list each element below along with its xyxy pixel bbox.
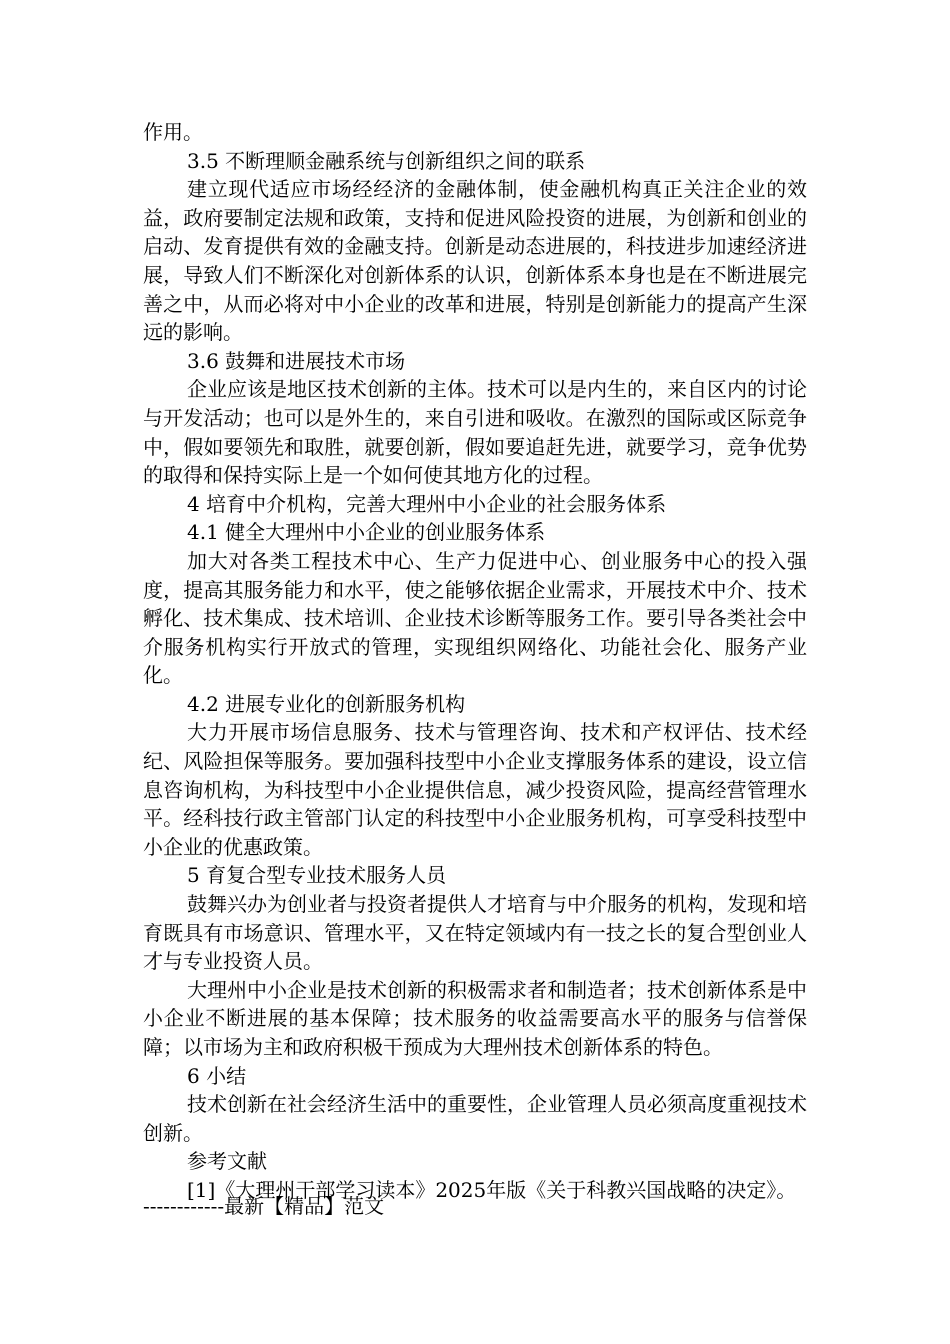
page-footer: ------------最新【精品】范文 <box>143 1194 385 1218</box>
paragraph: 大理州中小企业是技术创新的积极需求者和制造者；技术创新体系是中小企业不断进展的基本保障；技术服务的收益需要高水平的服务与信誉保障；以市场为主和政府积极干预成为大理州技术创新体系的特色。 <box>143 977 807 1059</box>
paragraph: 技术创新在社会经济生活中的重要性，企业管理人员必须高度重视技术创新。 <box>143 1092 807 1145</box>
paragraph: 大力开展市场信息服务、技术与管理咨询、技术和产权评估、技术经纪、风险担保等服务。要加强科技型中小企业支撑服务体系的建设，设立信息咨询机构，为科技型中小企业提供信息，减少投资风险，提高经营管理水平。经科技行政主管部门认定的科技型中小企业服务机构，可享受科技型中小企业的优惠政策。 <box>143 720 807 859</box>
section-heading: 4.1 健全大理州中小企业的创业服务体系 <box>187 520 546 545</box>
paragraph: 企业应该是地区技术创新的主体。技术可以是内生的，来自区内的讨论与开发活动；也可以是外生的，来自引进和吸收。在激烈的国际或区际竞争中，假如要领先和取胜，就要创新，假如要追赶先进，就要学习，竞争优势的取得和保持实际上是一个如何使其地方化的过程。 <box>143 377 807 488</box>
section-heading: 4.2 进展专业化的创新服务机构 <box>187 691 466 716</box>
reference-item: [1]《大理州干部学习读本》2025年版《关于科教兴国战略的决定》。 <box>187 1177 797 1202</box>
paragraph: 作用。 <box>143 120 203 144</box>
paragraph: 建立现代适应市场经经济的金融体制，使金融机构真正关注企业的效益，政府要制定法规和政策，支持和促进风险投资的进展，为创新和创业的启动、发育提供有效的金融支持。创新是动态进展的，科技进步加速经济进展，导致人们不断深化对创新体系的认识，创新体系本身也是在不断进展完善之中，从而必将对中小企业的改革和进展，特别是创新能力的提高产生深远的影响。 <box>143 177 807 345</box>
section-heading: 6 小结 <box>187 1063 247 1088</box>
section-heading: 5 育复合型专业技术服务人员 <box>187 863 447 888</box>
document-body <box>143 118 807 1205</box>
section-heading: 3.5 不断理顺金融系统与创新组织之间的联系 <box>187 148 586 173</box>
paragraph: 加大对各类工程技术中心、生产力促进中心、创业服务中心的投入强度，提高其服务能力和水平，使之能够依据企业需求，开展技术中介、技术孵化、技术集成、技术培训、企业技术诊断等服务工作。要引导各类社会中介服务机构实行开放式的管理，实现组织网络化、功能社会化、服务产业化。 <box>143 548 807 688</box>
section-heading: 4 培育中介机构，完善大理州中小企业的社会服务体系 <box>187 491 667 516</box>
references-heading: 参考文献 <box>187 1149 267 1174</box>
section-heading: 3.6 鼓舞和进展技术市场 <box>187 348 406 373</box>
paragraph: 鼓舞兴办为创业者与投资者提供人才培育与中介服务的机构，发现和培育既具有市场意识、管理水平，又在特定领域内有一技之长的复合型创业人才与专业投资人员。 <box>143 892 807 974</box>
